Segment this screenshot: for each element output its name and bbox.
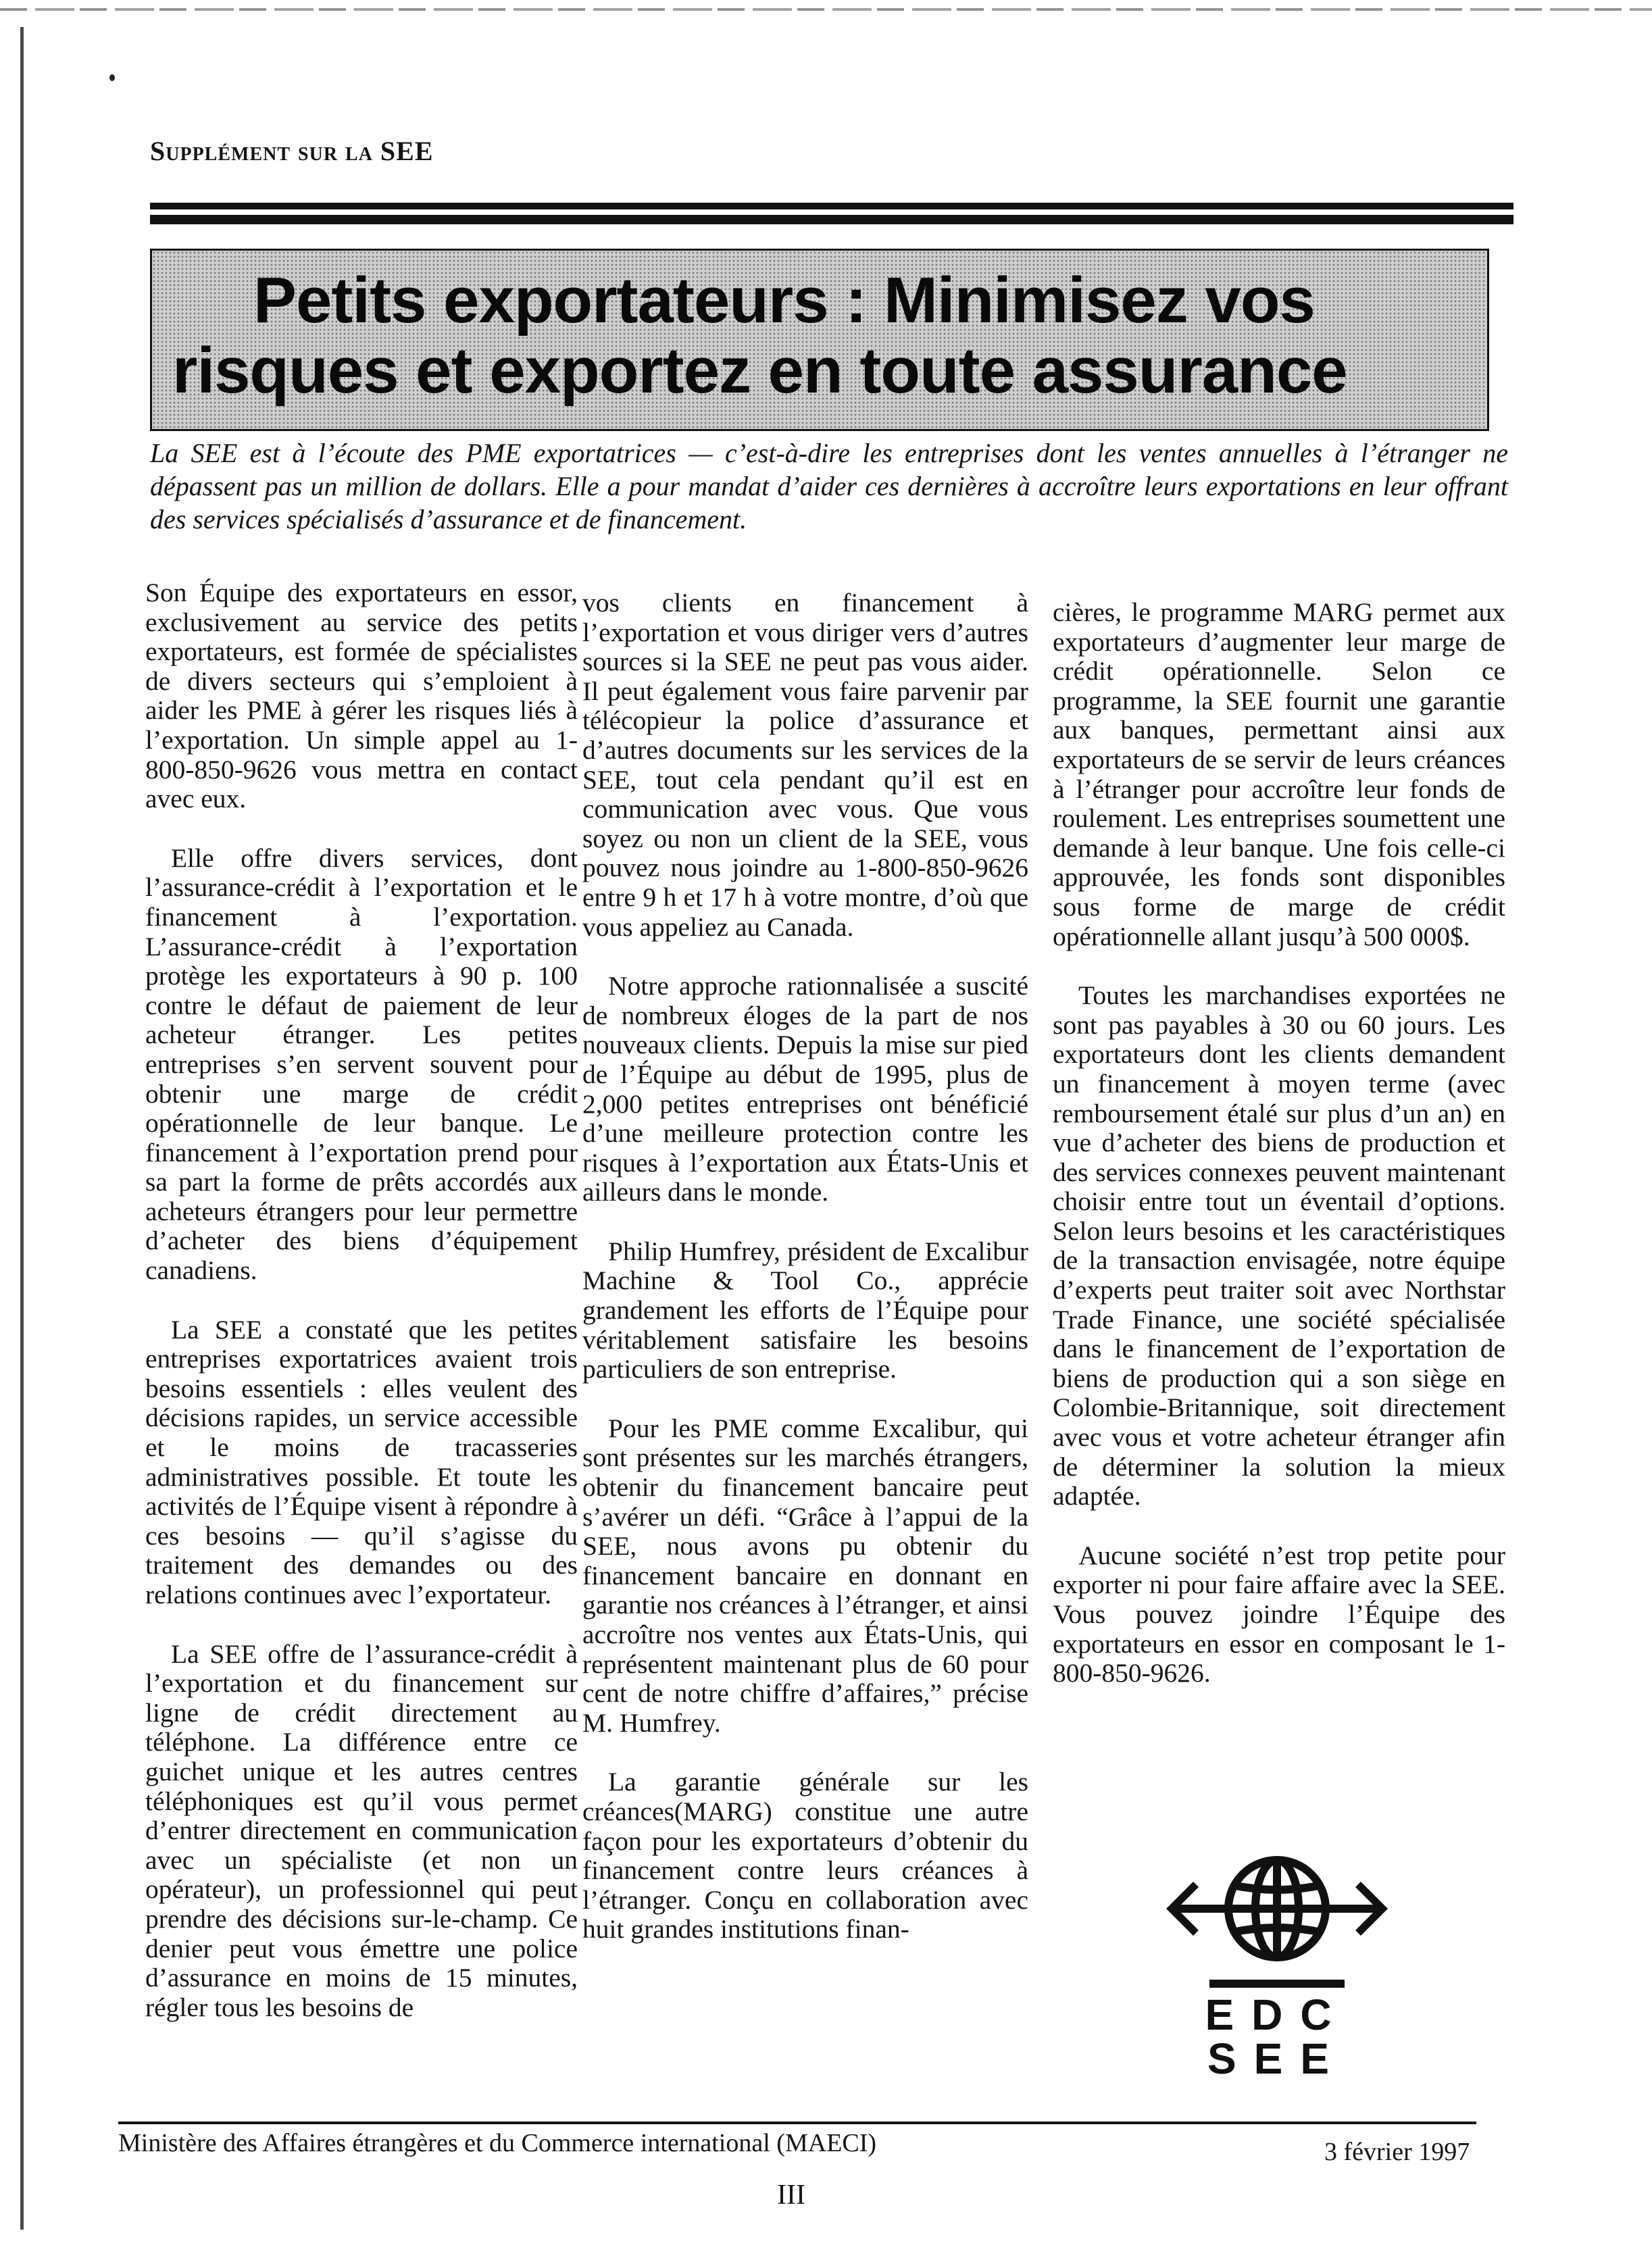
col1-paragraph-4: La SEE offre de l’assurance-crédit à l’exportation et du financement sur ligne de crédit directement au téléphone. La différence entre ce guichet unique et les autres centres téléphoniques est qu’il vous permet d’entrer directement en communication avec un spécialiste (et non un opérateur), un professionnel qui peut prendre des décisions sur-le-champ. Ce denier peut vous émettre une police d’assurance en moins de 15 minutes, régler tous les besoins de [145, 1638, 578, 2022]
col2-paragraph-2: Notre approche rationnalisée a suscité de nombreux éloges de la part de nos nouveaux clients. Depuis la mise sur pied de l’Équipe au début de 1995, plus de 2,000 petites entreprises ont bénéficié d’une meilleure protection contre les risques à l’exportation aux États-Unis et ailleurs dans le monde. [582, 971, 1028, 1207]
article-title-line-1: Petits exportateurs : Minimisez vos [253, 264, 1315, 336]
col1-paragraph-2: Elle offre divers services, dont l’assurance-crédit à l’exportation et le financement à l’exportation. L’assurance-crédit à l’exportation protège les exportateurs à 90 p. 100 contre le défaut de paiement de leur acheteur étranger. Les petites entreprises s’en servent souvent pour obtenir une marge de crédit opérationnelle de leur banque. Le financement à l’exportation prend pour sa part la forme de prêts accordés aux acheteurs étrangers pour leur permettre d’acheter des biens d’équipement canadiens. [145, 843, 578, 1286]
scan-speck [109, 74, 115, 81]
col2-paragraph-5: La garantie générale sur les créances(MARG) constitue une autre façon pour les exportateurs d’obtenir du financement contre leurs créances à l’étranger. Conçu en collaboration avec huit grandes institutions finan- [582, 1767, 1028, 1945]
header-rule-thick [150, 215, 1513, 224]
col1-paragraph-3: La SEE a constaté que les petites entreprises exportatrices avaient trois besoins essentiels : elles veulent des décisions rapides, un service accessible et le moins de tracasseries administratives possible. Et toute les activités de l’Équipe visent à répondre à ces besoins — qu’il s’agisse du traitement des demandes ou des relations continues avec l’exportateur. [145, 1314, 578, 1609]
logo-text-edc: EDC [1205, 1990, 1349, 2039]
column-2 [582, 588, 1028, 1974]
article-title-line-2: risques et exportez en toute assurance [172, 334, 1347, 407]
column-1 [145, 578, 578, 2052]
col3-paragraph-3: Aucune société n’est trop petite pour exporter ni pour faire affaire avec la SEE. Vous pouvez joindre l’Équipe des exportateurs en essor en composant le 1-800-850-9626. [1053, 1540, 1505, 1688]
intro-paragraph: La SEE est à l’écoute des PME exportatrices — c’est-à-dire les entreprises dont les ventes annuelles à l’étranger ne dépassent pas un million de dollars. Elle a pour mandat d’aider ces dernières à accroître leurs exportations en leur offrant des services spécialisés d’assurance et de financement. [150, 438, 1508, 534]
header-rule-thin [150, 203, 1513, 209]
col2-paragraph-4: Pour les PME comme Excalibur, qui sont présentes sur les marchés étrangers, obtenir du financement bancaire peut s’avérer un défi. “Grâce à l’appui de la SEE, nous avons pu obtenir du financement bancaire en donnant en garantie nos créances à l’étranger, et ainsi accroître nos ventes aux États-Unis, qui représentent maintenant plus de 60 pour cent de notre chiffre d’affaires,” précise M. Humfrey. [582, 1413, 1028, 1738]
column-3 [1053, 598, 1505, 1718]
footer-date: 3 février 1997 [1324, 2138, 1470, 2166]
col2-paragraph-1: vos clients en financement à l’exportation et vous diriger vers d’autres sources si la SEE ne peut pas vous aider. Il peut également vous faire parvenir par télécopieur la police d’assurance et d’autres documents sur les services de la SEE, tout cela pendant qu’il est en communication avec vous. Que vous soyez ou non un client de la SEE, vous pouvez nous joindre au 1-800-850-9626 entre 9 h et 17 h à votre montre, d’où que vous appeliez au Canada. [582, 588, 1028, 942]
footer-rule [118, 2122, 1476, 2124]
logo-text-see: SEE [1207, 2034, 1347, 2083]
title-banner [150, 249, 1489, 431]
globe-arrows-icon [1162, 1845, 1392, 1973]
footer-ministry: Ministère des Affaires étrangères et du Commerce international (MAECI) [118, 2129, 877, 2157]
edc-see-logo [1162, 1845, 1392, 2083]
col3-paragraph-2: Toutes les marchandises exportées ne sont pas payables à 30 ou 60 jours. Les exportateurs dont les clients demandent un financement à moyen terme (avec remboursement étalé sur plus d’un an) en vue d’acheter des biens de production et des services connexes peuvent maintenant choisir entre tout un éventail d’options. Selon leurs besoins et les caractéristiques de la transaction envisagée, notre équipe d’experts peut traiter soit avec Northstar Trade Finance, une société spécialisée dans le financement de l’exportation de biens de production qui a son siège en Colombie-Britannique, soit directement avec vous et votre acheteur étranger afin de déterminer la solution la mieux adaptée. [1053, 980, 1505, 1511]
page-number: III [777, 2180, 805, 2211]
article-title [172, 266, 1476, 406]
col2-paragraph-3: Philip Humfrey, président de Excalibur Machine & Tool Co., apprécie grandement les efforts de l’Équipe pour véritablement satisfaire les besoins particuliers de son entreprise. [582, 1236, 1028, 1384]
scan-edge-top [0, 8, 1652, 11]
col3-paragraph-1: cières, le programme MARG permet aux exportateurs d’augmenter leur marge de crédit opérationnelle. Selon ce programme, la SEE fournit une garantie aux banques, permettant ainsi aux exportateurs de se servir de leurs créances à l’étranger pour accroître leur fonds de roulement. Les entreprises soumettent une demande à leur banque. Une fois celle-ci approuvée, les fonds sont disponibles sous forme de marge de crédit opérationnelle allant jusqu’à 500 000$. [1053, 597, 1505, 951]
scan-edge-left [20, 27, 24, 2230]
logo-divider [1209, 1980, 1345, 1988]
supplement-label: Supplément sur la SEE [150, 136, 434, 166]
col1-paragraph-1: Son Équipe des exportateurs en essor, exclusivement au service des petits exportateurs, est formée de spécialistes de divers secteurs qui s’emploient à aider les PME à gérer les risques liés à l’exportation. Un simple appel au 1-800-850-9626 vous mettra en contact avec eux. [145, 578, 578, 814]
